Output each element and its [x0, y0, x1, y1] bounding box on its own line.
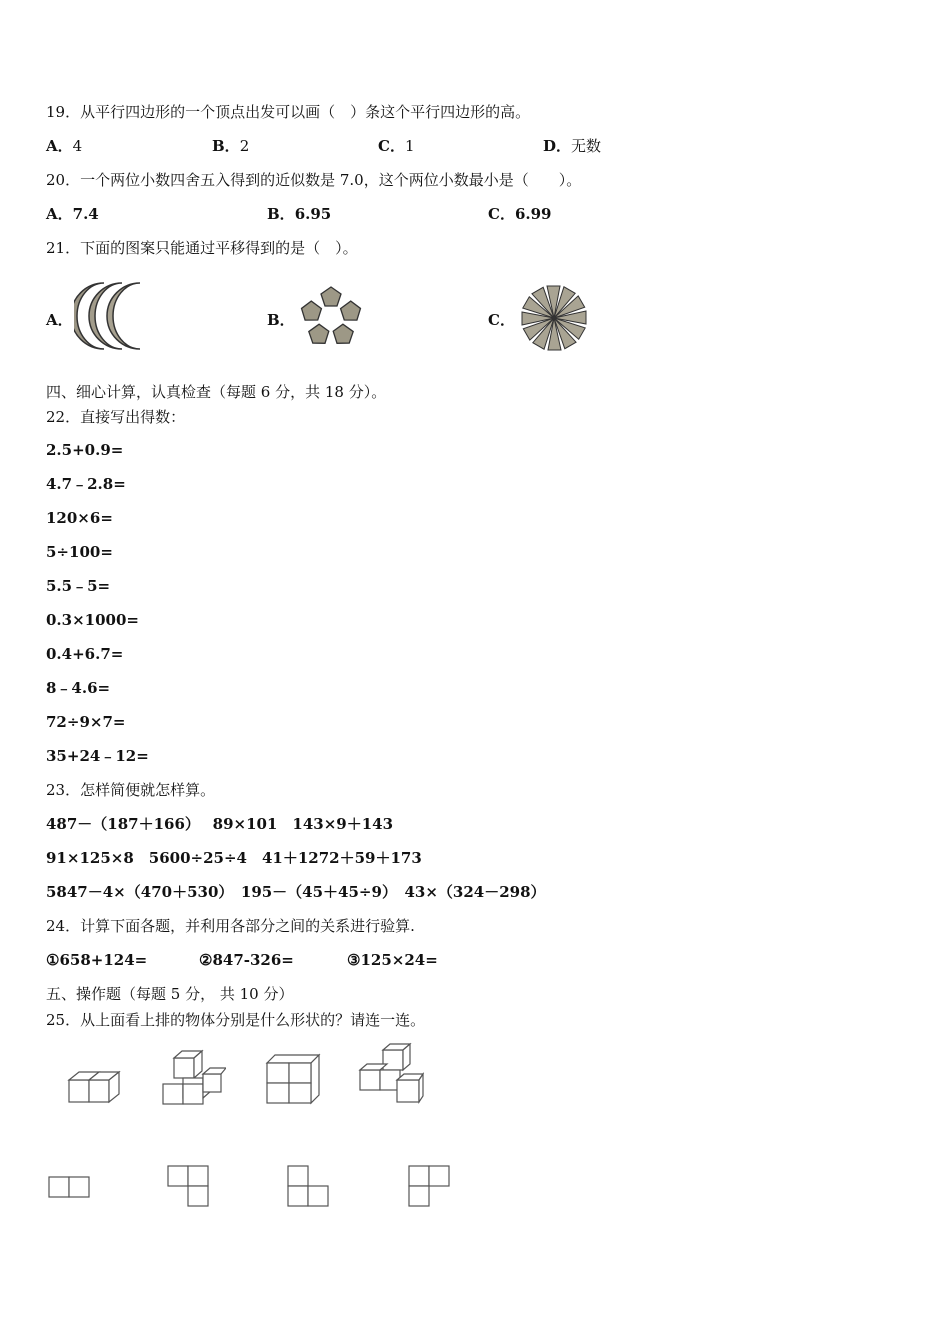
q25-object-3-cubes-square: [263, 1051, 323, 1107]
q21-pinwheel-figure: [519, 283, 589, 353]
q23-row-3: 5847－4×（470＋530） 195－（45＋45÷9） 43×（324－298）: [46, 883, 546, 901]
q22-item-2: 4.7﹣2.8=: [46, 475, 126, 493]
q25-object-2-cubes-stair: [160, 1046, 226, 1108]
q25-view-3-l-shape: [286, 1164, 330, 1208]
q21-pentagon-ring-figure: [296, 283, 366, 353]
q21-crescent-moons-figure: [74, 280, 158, 352]
q19-stem: 19．从平行四边形的一个顶点出发可以画（ ）条这个平行四边形的高。: [46, 103, 531, 121]
q25-view-1-two-squares: [47, 1174, 91, 1200]
q24-item-2: ②847-326=: [199, 951, 294, 969]
q22-item-6: 0.3×1000=: [46, 611, 139, 629]
q22-item-7: 0.4+6.7=: [46, 645, 124, 663]
q19-option-b: B．2: [212, 137, 250, 155]
q21-option-c-label: C．: [488, 311, 515, 329]
q22-item-4: 5÷100=: [46, 543, 113, 561]
q25-view-4-l-shape: [407, 1164, 451, 1208]
q19-option-c: C．1: [378, 137, 415, 155]
q22-item-1: 2.5+0.9=: [46, 441, 124, 459]
q19-option-a: A．4: [46, 137, 83, 155]
q20-option-c: C．6.99: [488, 205, 552, 223]
q23-row-1: 487－（187＋166） 89×101 143×9＋143: [46, 815, 394, 833]
q25-object-4-cubes-stair: [357, 1040, 425, 1106]
q22-stem: 22．直接写出得数：: [46, 408, 186, 426]
q22-item-5: 5.5﹣5=: [46, 577, 111, 595]
q20-option-b: B．6.95: [267, 205, 332, 223]
q25-view-2-l-shape: [166, 1164, 210, 1208]
q22-item-8: 8﹣4.6=: [46, 679, 111, 697]
q21-option-a-label: A．: [46, 311, 73, 329]
q25-object-1-cubes-row: [66, 1062, 126, 1106]
q21-option-b-label: B．: [267, 311, 295, 329]
q20-option-a: A．7.4: [46, 205, 99, 223]
q22-item-3: 120×6=: [46, 509, 113, 527]
q23-stem: 23．怎样简便就怎样算。: [46, 781, 216, 799]
q25-stem: 25．从上面看上排的物体分别是什么形状的？请连一连。: [46, 1011, 426, 1029]
q24-item-3: ③125×24=: [347, 951, 438, 969]
q24-stem: 24．计算下面各题，并利用各部分之间的关系进行验算.: [46, 917, 415, 935]
q19-option-d: D．无数: [543, 137, 602, 155]
q21-stem: 21．下面的图案只能通过平移得到的是（ ）。: [46, 239, 358, 257]
q22-item-10: 35+24﹣12=: [46, 747, 149, 765]
q20-stem: 20．一个两位小数四舍五入得到的近似数是 7.0，这个两位小数最小是（ ）。: [46, 171, 582, 189]
q24-item-1: ①658+124=: [46, 951, 148, 969]
section-5-title: 五、操作题（每题 5 分， 共 10 分）: [46, 985, 294, 1003]
section-4-title: 四、细心计算，认真检查（每题 6 分，共 18 分）。: [46, 383, 387, 401]
q22-item-9: 72÷9×7=: [46, 713, 126, 731]
q23-row-2: 91×125×8 5600÷25÷4 41＋1272＋59＋173: [46, 849, 422, 867]
